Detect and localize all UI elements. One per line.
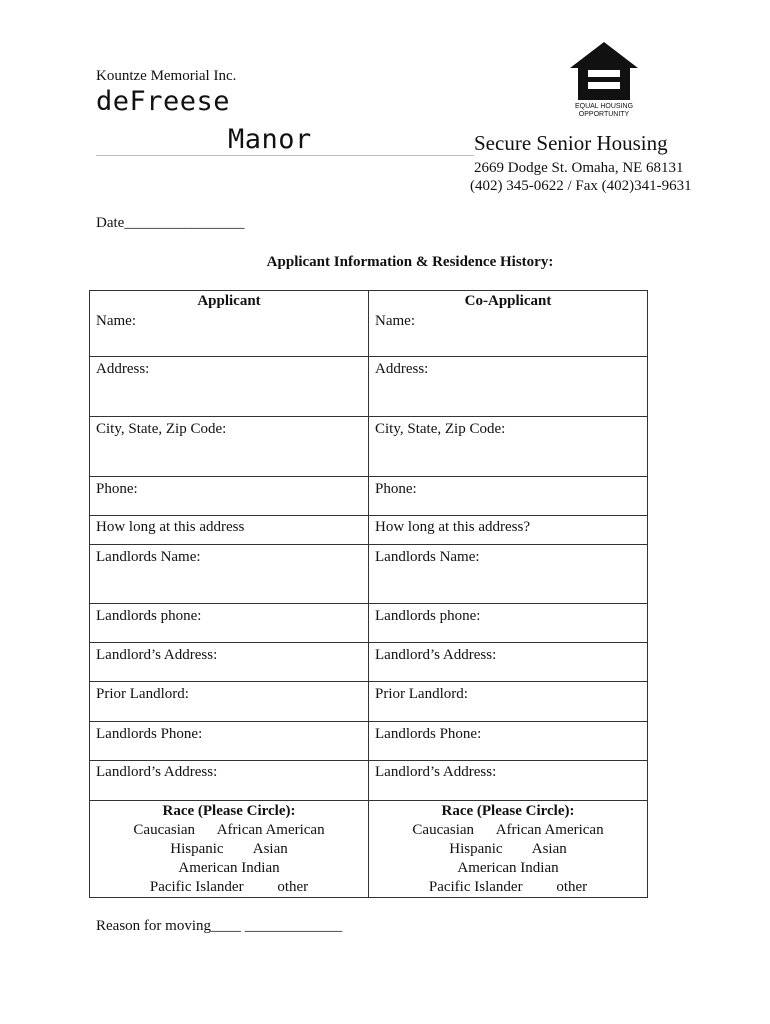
race-option[interactable]: Hispanic Asian [449,841,567,857]
field-label: Address: [96,361,150,377]
race-option[interactable]: American Indian [178,860,280,876]
field-label: Address: [375,361,429,377]
table-row [90,545,648,604]
field-label: Landlords Name: [375,549,480,565]
applicant-landlord-address-cell[interactable] [90,643,369,682]
applicant-landlord-name-cell[interactable] [90,545,369,604]
facility-phone: (402) 345-0622 / Fax (402)341-9631 [470,178,692,194]
logo-caption [566,103,642,119]
facility-address: 2669 Dodge St. Omaha, NE 68131 [474,160,684,176]
coapplicant-howlong-cell[interactable] [369,516,648,545]
section-title: Applicant Information & Residence History: [266,254,554,270]
applicant-table [89,290,648,898]
coapplicant-prior-landlord-address-cell[interactable] [369,761,648,801]
tagline: Secure Senior Housing [474,131,668,155]
race-title: Race (Please Circle): [441,803,575,819]
applicant-prior-landlord-cell[interactable] [90,682,369,722]
coapplicant-city-cell[interactable] [369,417,648,477]
field-label: Name: [375,313,415,329]
facility-name-line-1: deFreese [96,86,231,117]
coapplicant-name-cell[interactable] [369,291,648,357]
field-label: Phone: [96,481,138,497]
table-row [90,417,648,477]
table-row [90,604,648,643]
table-row [90,357,648,417]
field-label: Name: [96,313,136,329]
applicant-landlord-phone-cell[interactable] [90,604,369,643]
race-title: Race (Please Circle): [162,803,296,819]
field-label: City, State, Zip Code: [375,421,506,437]
race-option[interactable]: Hispanic Asian [170,841,288,857]
race-option[interactable]: Caucasian African American [133,822,325,838]
applicant-name-cell[interactable] [90,291,369,357]
coapplicant-address-cell[interactable] [369,357,648,417]
facility-name-line-2: Manor [228,124,312,155]
logo-caption-line-1: EQUAL HOUSING [574,103,634,110]
coapplicant-landlord-address-cell[interactable] [369,643,648,682]
column-header-coapplicant: Co-Applicant [464,293,552,309]
coapplicant-race-cell[interactable] [369,801,648,898]
reason-for-moving-field[interactable]: Reason for moving____ _____________ [96,918,343,934]
organization-name: Kountze Memorial Inc. [96,68,237,84]
column-header-applicant: Applicant [197,293,261,309]
applicant-howlong-cell[interactable] [90,516,369,545]
coapplicant-prior-landlord-cell[interactable] [369,682,648,722]
field-label: Landlords Phone: [96,726,203,742]
coapplicant-prior-landlord-phone-cell[interactable] [369,722,648,761]
applicant-prior-landlord-phone-cell[interactable] [90,722,369,761]
table-row [90,801,648,898]
logo-caption-line-2: OPPORTUNITY [578,111,630,118]
race-option[interactable]: Pacific Islander other [149,879,309,895]
field-label: City, State, Zip Code: [96,421,227,437]
applicant-address-cell[interactable] [90,357,369,417]
coapplicant-phone-cell[interactable] [369,477,648,516]
field-label: Phone: [375,481,417,497]
field-label: Landlord’s Address: [96,764,218,780]
field-label: Prior Landlord: [96,686,189,702]
table-row [90,291,648,357]
race-option[interactable]: Caucasian African American [412,822,604,838]
applicant-race-cell[interactable] [90,801,369,898]
applicant-prior-landlord-address-cell[interactable] [90,761,369,801]
table-row [90,477,648,516]
field-label: Landlord’s Address: [375,647,497,663]
coapplicant-landlord-name-cell[interactable] [369,545,648,604]
table-row [90,643,648,682]
field-label: Landlords Name: [96,549,201,565]
table-row [90,761,648,801]
field-label: How long at this address? [375,519,530,535]
applicant-city-cell[interactable] [90,417,369,477]
field-label: Landlords phone: [375,608,481,624]
field-label: Prior Landlord: [375,686,468,702]
field-label: Landlords phone: [96,608,202,624]
coapplicant-landlord-phone-cell[interactable] [369,604,648,643]
race-option[interactable]: Pacific Islander other [428,879,588,895]
table-row [90,682,648,722]
header-rule [96,155,474,156]
table-row [90,516,648,545]
field-label: How long at this address [96,519,245,535]
date-field[interactable]: Date________________ [96,215,245,231]
race-option[interactable]: American Indian [457,860,559,876]
field-label: Landlord’s Address: [96,647,218,663]
applicant-phone-cell[interactable] [90,477,369,516]
table-row [90,722,648,761]
field-label: Landlord’s Address: [375,764,497,780]
field-label: Landlords Phone: [375,726,482,742]
